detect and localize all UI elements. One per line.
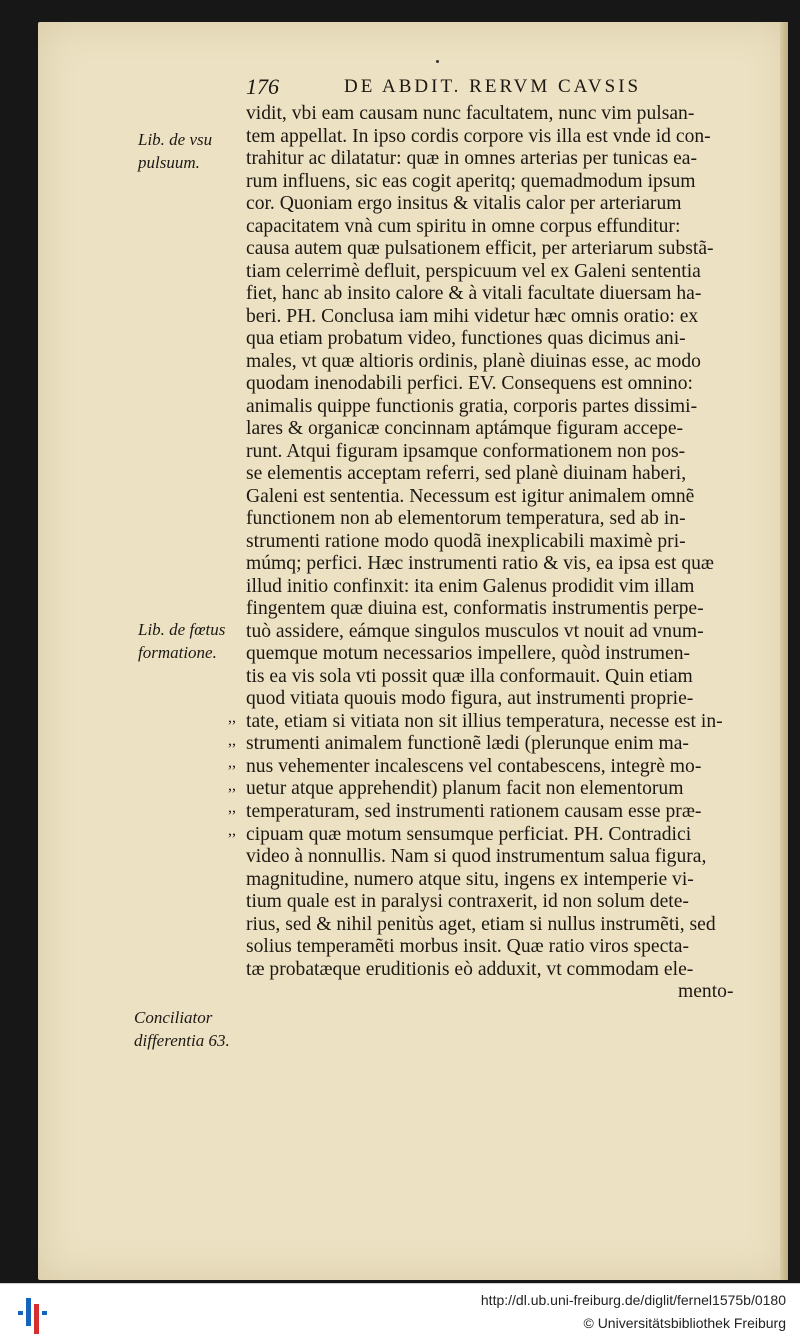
text-line: se elementis acceptam referri, sed planè diuinam haberi, [246, 463, 687, 485]
text-line: lares & organicæ concinnam aptámque figuram accepe- [246, 418, 684, 440]
text-line: mento- [678, 981, 734, 1003]
text-line: magnitudine, numero atque situ, ingens ex intemperie vi- [246, 868, 694, 890]
margin-note-line: formatione. [138, 643, 217, 662]
text-line: quod vitiata quouis modo figura, aut instrumenti proprie- [246, 688, 694, 710]
margin-note-line: Lib. de vsu [138, 130, 213, 149]
text-line: Galeni est sententia. Necessum est igitur animalem omnẽ [246, 485, 695, 507]
permalink-url[interactable]: http://dl.ub.uni-freiburg.de/diglit/fernel1575b/0180 [480, 1292, 786, 1308]
quote-mark: ,, [228, 821, 236, 839]
text-line: illud initio confinxit: ita enim Galenus prodidit vim illam [246, 575, 695, 597]
text-line: rum influens, sic eas cogit aperitq; quemadmodum ipsum [246, 170, 696, 192]
text-line: cor. Quoniam ergo insitus & vitalis calor per arteriarum [246, 193, 682, 215]
margin-note-conciliator [134, 1006, 244, 1052]
copyright-notice: © Universitätsbibliothek Freiburg [583, 1315, 786, 1331]
margin-note-line: Conciliator [134, 1008, 213, 1027]
text-line: tis ea vis sola vti possit quæ illa conformauit. Quin etiam [246, 665, 693, 687]
quote-mark: ,, [228, 709, 236, 726]
text-line: tate, etiam si vitiata non sit illius temperatura, necesse est in- [246, 710, 723, 732]
margin-note-line: Lib. de fœtus [138, 620, 226, 639]
text-line: animalis quippe functionis gratia, corporis partes dissimi- [246, 395, 698, 417]
text-line: capacitatem vnà cum spiritu in omne corpus effunditur: [246, 215, 681, 237]
margin-note-line: pulsuum. [138, 153, 200, 172]
quote-mark: ,, [228, 799, 236, 817]
university-library-logo-icon [14, 1292, 54, 1334]
text-line: tiam celerrimè defluit, perspicuum vel ex Galeni sententia [246, 260, 701, 282]
quote-mark: ,, [228, 776, 236, 794]
text-line: fiet, hanc ab insito calore & à vitali facultate diuersam ha- [246, 283, 702, 305]
text-line: functionem non ab elementorum temperatura, sed ab in- [246, 508, 686, 530]
text-line: tem appellat. In ipso cordis corpore vis illa est vnde id con- [246, 125, 711, 147]
footer-bar [0, 1283, 800, 1340]
margin-note-de-usu-pulsuum [138, 128, 248, 174]
text-line: nus vehementer incalescens vel contabescens, integrè mo- [246, 755, 702, 777]
text-line: males, vt quæ altioris ordinis, planè diuinas esse, ac modo [246, 350, 701, 372]
text-line: tium quale est in paralysi contraxerit, id non solum dete- [246, 891, 689, 913]
quote-mark: ,, [228, 754, 236, 772]
ink-dot [436, 60, 439, 63]
text-line: múmq; perfici. Hæc instrumenti ratio & vis, ea ipsa est quæ [246, 553, 714, 575]
text-line: quemque motum necessarios impellere, quòd instrumen- [246, 643, 691, 665]
text-line: beri. PH. Conclusa iam mihi videtur hæc omnis oratio: ex [246, 305, 699, 327]
body-text [246, 103, 766, 1004]
text-line: trahitur ac dilatatur: quæ in omnes arterias per tunicas ea- [246, 148, 698, 170]
text-line: runt. Atqui figuram ipsamque conformationem non pos- [246, 440, 686, 462]
text-line: tæ probatæque eruditionis eò adduxit, vt commodam ele- [246, 958, 694, 980]
running-head-title: DE ABDIT. RERVM CAVSIS [344, 76, 642, 97]
text-line: temperaturam, sed instrumenti rationem causam esse præ- [246, 800, 702, 822]
text-line: quodam inenodabili perfici. EV. Consequens est omnino: [246, 373, 693, 395]
text-line: rius, sed & nihil penitùs aget, etiam si nullus instrumẽti, sed [246, 913, 716, 935]
text-line: qua etiam probatum video, functiones quas dicimus ani- [246, 328, 686, 350]
text-line: strumenti animalem functionẽ lædi (plerunque enim ma- [246, 733, 689, 755]
text-line: strumenti ratione modo quodã inexplicabili maximè pri- [246, 530, 686, 552]
text-line: cipuam quæ motum sensumque perficiat. PH. Contradici [246, 823, 692, 845]
running-head [246, 74, 766, 102]
margin-note-de-foetus-formatione [138, 618, 248, 664]
page-number: 176 [246, 74, 279, 99]
quotation-marks [228, 707, 248, 842]
text-line: video à nonnullis. Nam si quod instrumentum salua figura, [246, 846, 707, 868]
text-line: solius temperamẽti morbus insit. Quæ ratio viros specta- [246, 936, 689, 958]
page-edge [780, 22, 788, 1280]
margin-note-line: differentia 63. [134, 1031, 230, 1050]
quote-mark: ,, [228, 731, 236, 749]
text-line: vidit, vbi eam causam nunc facultatem, nunc vim pulsan- [246, 103, 695, 124]
text-line: fingentem quæ diuina est, conformatis instrumentis perpe- [246, 598, 704, 620]
text-line: uetur atque apprehendit) planum facit non elementorum [246, 778, 684, 800]
text-line: tuò assidere, eámque singulos musculos vt nouit ad vnum- [246, 620, 704, 642]
text-line: causa autem quæ pulsationem efficit, per arteriarum substã- [246, 238, 714, 260]
